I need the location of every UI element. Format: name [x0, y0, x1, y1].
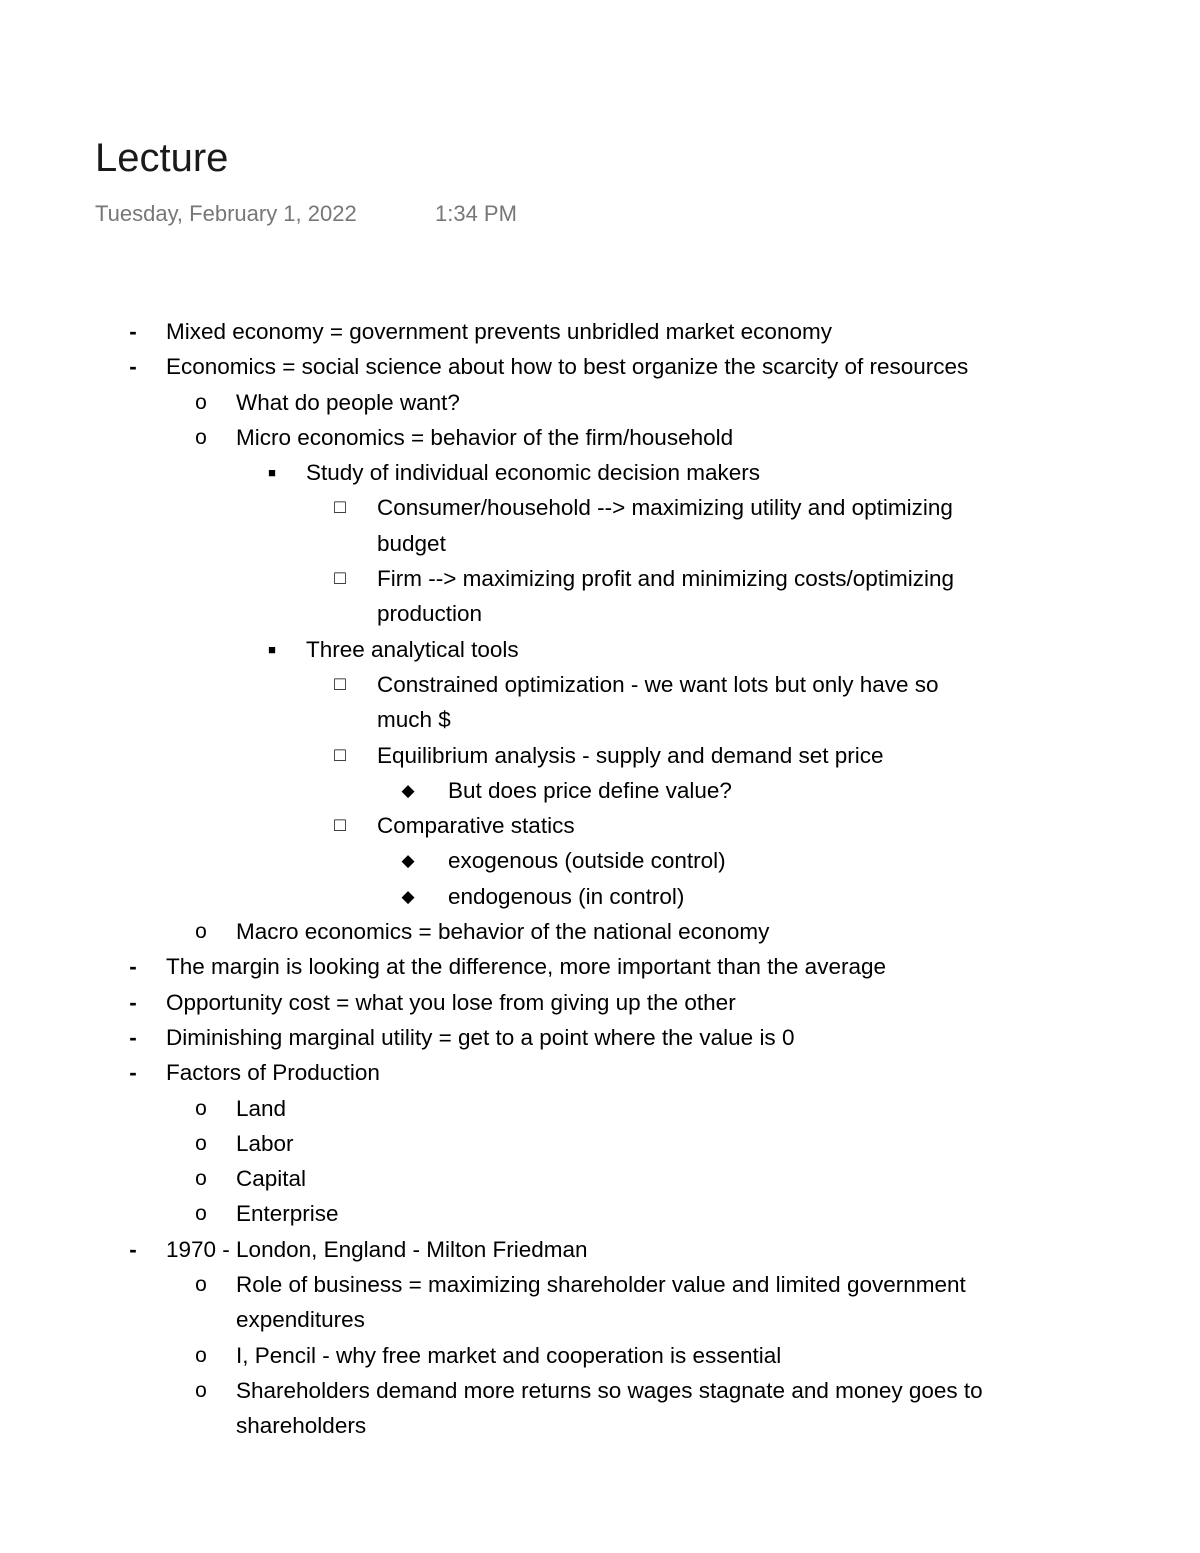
dash-bullet-icon: -: [129, 954, 137, 980]
circle-bullet-icon: o: [195, 920, 207, 944]
diamond-bullet-icon: ◆: [401, 851, 415, 871]
dash-bullet-icon: -: [129, 1024, 137, 1050]
circle-bullet-icon: o: [195, 1131, 207, 1155]
square-bullet-icon: ■: [268, 465, 276, 481]
hollow-square-bullet-icon: □: [334, 815, 346, 837]
list-item: o Labor: [0, 1126, 1200, 1161]
list-item: o I, Pencil - why free market and cooperation is essential: [0, 1338, 1200, 1373]
hollow-square-bullet-icon: □: [334, 744, 346, 766]
list-item: o Shareholders demand more returns so wages stagnate and money goes to: [0, 1373, 1200, 1408]
hollow-square-bullet-icon: □: [334, 568, 346, 590]
list-item: - Diminishing marginal utility = get to a point where the value is 0: [0, 1020, 1200, 1055]
list-item: o Capital: [0, 1161, 1200, 1196]
list-item: - Opportunity cost = what you lose from giving up the other: [0, 985, 1200, 1020]
note-date: Tuesday, February 1, 2022: [95, 201, 357, 226]
list-item: - Economics = social science about how to best organize the scarcity of resources: [0, 349, 1200, 384]
list-item: o Role of business = maximizing shareholder value and limited government: [0, 1267, 1200, 1302]
notes-body: [0, 314, 1200, 1444]
hollow-square-bullet-icon: □: [334, 673, 346, 695]
circle-bullet-icon: o: [195, 1096, 207, 1120]
note-time: 1:34 PM: [435, 201, 517, 226]
list-item-continuation: shareholders: [236, 1413, 367, 1439]
list-item-continuation: budget: [377, 530, 446, 556]
list-item: o Micro economics = behavior of the firm/household: [0, 420, 1200, 455]
circle-bullet-icon: o: [195, 1273, 207, 1297]
list-item: o What do people want?: [0, 385, 1200, 420]
list-item: ◆ exogenous (outside control): [0, 843, 1200, 878]
list-item-continuation: production: [377, 601, 483, 627]
dash-bullet-icon: -: [129, 354, 137, 380]
page-title: Lecture: [95, 136, 229, 180]
list-item: o Land: [0, 1091, 1200, 1126]
list-item: □ Equilibrium analysis - supply and demand set price: [0, 738, 1200, 773]
list-item: - Factors of Production: [0, 1055, 1200, 1090]
list-item: □ Consumer/household --> maximizing utility and optimizing: [0, 490, 1200, 525]
diamond-bullet-icon: ◆: [401, 886, 415, 906]
dash-bullet-icon: -: [129, 319, 137, 344]
list-item: ■ Three analytical tools: [0, 632, 1200, 667]
circle-bullet-icon: o: [195, 1378, 207, 1402]
circle-bullet-icon: o: [195, 390, 207, 414]
diamond-bullet-icon: ◆: [401, 780, 415, 800]
list-item: o Macro economics = behavior of the national economy: [0, 914, 1200, 949]
list-item: □ Comparative statics: [0, 808, 1200, 843]
circle-bullet-icon: o: [195, 1343, 207, 1367]
list-item: - Mixed economy = government prevents unbridled market economy: [0, 314, 1200, 349]
square-bullet-icon: ■: [268, 641, 276, 657]
list-item: - 1970 - London, England - Milton Friedman: [0, 1232, 1200, 1267]
list-item: ◆ But does price define value?: [0, 773, 1200, 808]
dash-bullet-icon: -: [129, 989, 137, 1015]
list-item-continuation: expenditures: [236, 1307, 365, 1333]
circle-bullet-icon: o: [195, 1167, 207, 1191]
list-item: - The margin is looking at the difference, more important than the average: [0, 949, 1200, 984]
circle-bullet-icon: o: [195, 1202, 207, 1226]
list-item: □ Firm --> maximizing profit and minimizing costs/optimizing: [0, 561, 1200, 596]
list-item: ◆ endogenous (in control): [0, 879, 1200, 914]
list-item: □ Constrained optimization - we want lots but only have so: [0, 667, 1200, 702]
list-item-continuation: much $: [377, 707, 451, 733]
dash-bullet-icon: -: [129, 1060, 137, 1086]
circle-bullet-icon: o: [195, 425, 207, 449]
hollow-square-bullet-icon: □: [334, 497, 346, 519]
list-item: o Enterprise: [0, 1196, 1200, 1231]
list-item: ■ Study of individual economic decision makers: [0, 455, 1200, 490]
dash-bullet-icon: -: [129, 1236, 137, 1262]
